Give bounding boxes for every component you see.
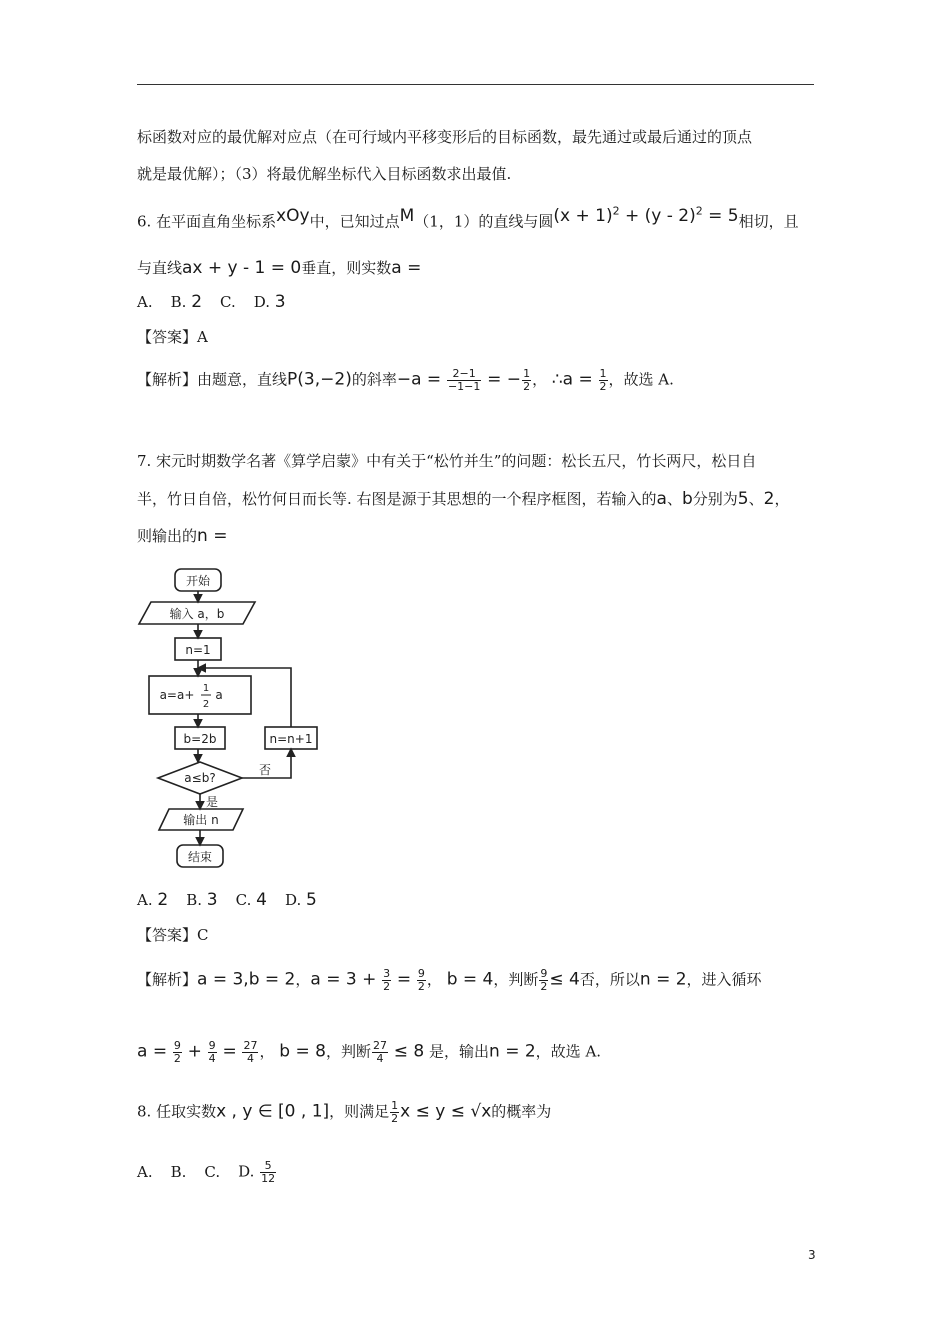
intro-line-2: 就是最优解）；（3）将最优解坐标代入目标函数求出最值. [137, 165, 512, 183]
q6-stem-line-2: 与直线ax + y - 1 = 0垂直，则实数a = [137, 258, 422, 278]
q7-analysis-line-2: a = $\frac{9}{2}$ + $\frac{9}{4}$ = $\frac{27}{4}$ ， b = 8，判断 $\frac{27}{4}$ ≤ 8 是，输出n = 2，故选 A. [137, 1039, 602, 1065]
q7-stem-line-3: 则输出的n = [137, 526, 228, 546]
flow-input-label: 输入 a，b [169, 607, 225, 621]
q8-stem: 8. 任取实数x , y ∈ [0 , 1]，则满足 $\frac{1}{2}$ x ≤ y ≤ √x的概率为 [137, 1099, 552, 1125]
q6-answer: 【答案】A [137, 328, 208, 346]
flow-update-b-label: b=2b [183, 732, 217, 746]
q6-frac-half: $\frac{1}{2}$ [523, 367, 531, 393]
flow-start-label: 开始 [185, 574, 211, 588]
q6-option-a: A. [137, 293, 153, 311]
flow-update-a-tail: a [215, 688, 223, 702]
q7-option-d: D. 5 [284, 890, 317, 910]
q6-frac-slope: $\frac{2-1}{-1-1}$ [447, 367, 481, 393]
q7-analysis-line-1: 【解析】a = 3,b = 2，a = 3 + $\frac{3}{2}$ = $\frac{9}{2}$ ， b = 4，判断 $\frac{9}{2}$ ≤ 4否，所以n = 2，进入循环 [137, 967, 762, 993]
flow-n1-label: n=1 [185, 643, 211, 657]
q8-option-c: C. [204, 1162, 221, 1181]
q7-options [137, 890, 335, 910]
q8-options [137, 1160, 295, 1185]
flow-inc-label: n=n+1 [269, 732, 313, 746]
q7-flowchart [137, 562, 327, 872]
q8-option-b: B. [170, 1162, 187, 1181]
flow-yes-label: 是 [205, 795, 219, 809]
q6-frac-a: $\frac{1}{2}$ [599, 367, 607, 393]
q7-stem-line-2: 半，竹日自倍，松竹何日而长等. 右图是源于其思想的一个程序框图，若输入的a、b分别为5、2， [137, 489, 790, 509]
q6-options [137, 292, 304, 312]
q6-option-b: B. 2 [170, 292, 203, 312]
flow-cond-label: a≤b? [184, 771, 216, 785]
q6-option-c: C. [220, 293, 236, 311]
q7-option-c: C. 4 [235, 890, 267, 910]
q6-option-d: D. 3 [253, 292, 286, 312]
header-rule [137, 84, 814, 85]
q8-option-d: D. $\frac{5}{12}$ [238, 1159, 276, 1185]
q7-option-a: A. 2 [137, 890, 169, 910]
page-number: 3 [808, 1248, 816, 1262]
q7-option-b: B. 3 [186, 890, 218, 910]
flow-half-denominator: 2 [202, 699, 210, 710]
q8-option-a: A. [137, 1162, 153, 1181]
q6-stem-line-1: 6. 在平面直角坐标系xOy中，已知过点M（1，1）的直线与圆$(x + 1)^2 + (y - 2)^2 = 5$相切，且 [137, 204, 799, 231]
q7-answer: 【答案】C [137, 926, 209, 944]
flow-no-label: 否 [258, 763, 272, 777]
flow-update-a-label: a=a+ [159, 688, 195, 702]
q6-analysis: 【解析】由题意，直线P(3,−2)的斜率−a = $\frac{2-1}{-1-1}$ = − $\frac{1}{2}$ ， ∴a = $\frac{1}{2}$ ，故选 A. [137, 367, 674, 393]
flow-half-numerator: 1 [202, 683, 210, 694]
flow-output-label: 输出 n [183, 813, 219, 827]
q7-stem-line-1: 7. 宋元时期数学名著《算学启蒙》中有关于“松竹并生”的问题：松长五尺，竹长两尺，松日自 [137, 452, 757, 470]
intro-line-1: 标函数对应的最优解对应点（在可行域内平移变形后的目标函数，最先通过或最后通过的顶点 [137, 128, 753, 146]
flow-end-label: 结束 [187, 850, 213, 864]
